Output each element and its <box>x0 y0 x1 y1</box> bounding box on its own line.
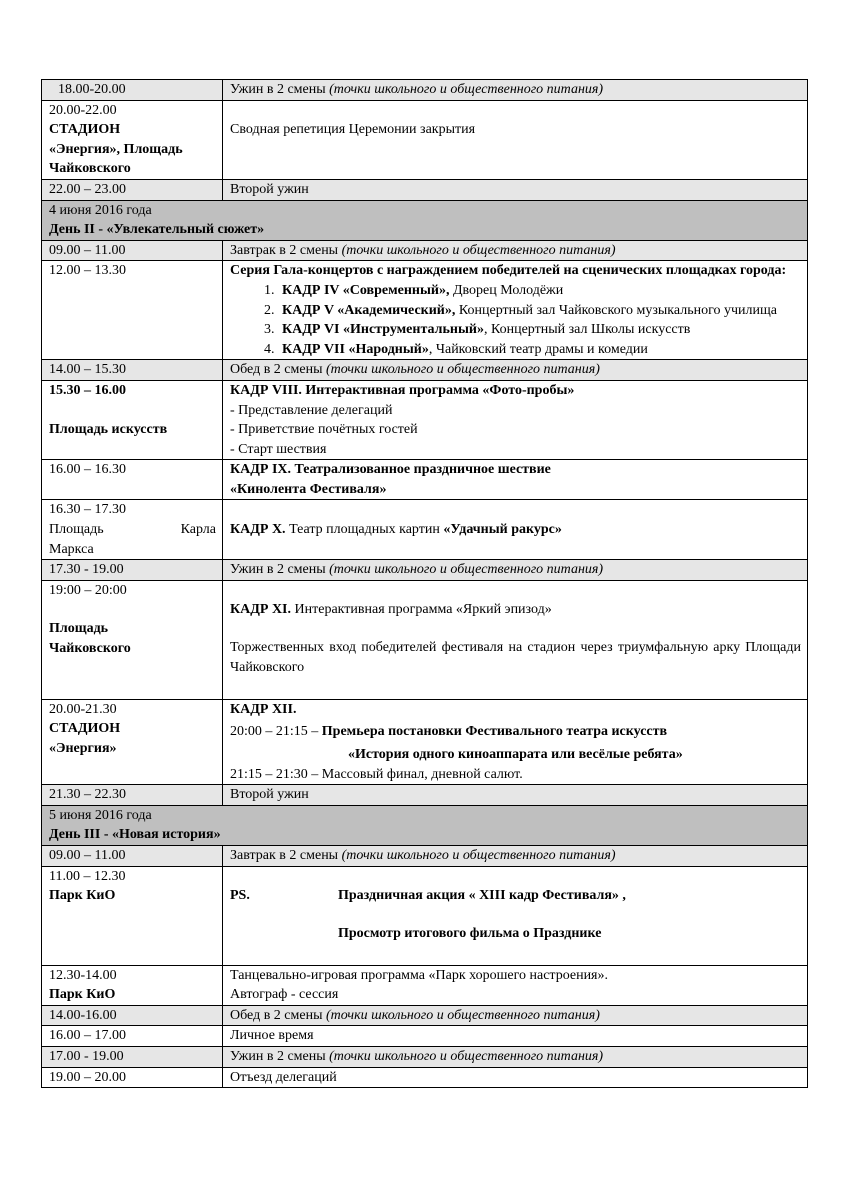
table-row <box>42 80 808 101</box>
day-header: 5 июня 2016 года День III - «Новая история» <box>42 805 808 845</box>
table-row <box>42 100 808 179</box>
event-cell: КАДР IX. Театрализованное праздничное шествие «Кинолента Фестиваля» <box>223 460 808 500</box>
time-cell: 17.00 - 19.00 <box>42 1046 223 1067</box>
event-cell: Обед в 2 смены (точки школьного и общественного питания) <box>223 1005 808 1026</box>
event-cell: Личное время <box>223 1026 808 1047</box>
event-cell: КАДР XII. 20:00 – 21:15 – Премьера постановки Фестивального театра искусств «История одного киноаппарата или весёлые ребята» 21:15 – 21:30 – Массовый финал, дневной салют. <box>223 699 808 784</box>
time-cell: 11.00 – 12.30 Парк КиО <box>42 866 223 965</box>
time-cell: 09.00 – 11.00 <box>42 240 223 261</box>
table-row <box>42 240 808 261</box>
table-row <box>42 500 808 560</box>
time-cell: 16.30 – 17.30 Площадь Карла Маркса <box>42 500 223 560</box>
table-row <box>42 1005 808 1026</box>
time-cell: 19.00 – 20.00 <box>42 1067 223 1088</box>
time-cell: 20.00-22.00 СТАДИОН «Энергия», Площадь Чайковского <box>42 100 223 179</box>
time-cell: 17.30 - 19.00 <box>42 560 223 581</box>
event-cell: Второй ужин <box>223 179 808 200</box>
event-cell: КАДР Х. Театр площадных картин «Удачный ракурс» <box>223 500 808 560</box>
event-cell: Серия Гала-концертов с награждением победителей на сценических площадках города: 1. КАДР IV «Современный», Дворец Молодёжи 2. КАДР V «Академический», Концертный зал Чайковского музыкального училища 3. КАДР VI «Инструментальный», Концертный зал Школы искусств 4. КАДР VII «Народный», Чайковский театр драмы и комедии <box>223 261 808 360</box>
table-row <box>42 261 808 360</box>
time-cell: 14.00-16.00 <box>42 1005 223 1026</box>
event-cell: Танцевально-игровая программа «Парк хорошего настроения». Автограф - сессия <box>223 965 808 1005</box>
time-cell: 12.30-14.00 Парк КиО <box>42 965 223 1005</box>
event-cell: Ужин в 2 смены (точки школьного и общественного питания) <box>223 560 808 581</box>
table-row <box>42 699 808 784</box>
day-header-row <box>42 200 808 240</box>
table-row <box>42 460 808 500</box>
time-cell: 16.00 – 17.00 <box>42 1026 223 1047</box>
event-cell: Завтрак в 2 смены (точки школьного и общественного питания) <box>223 240 808 261</box>
table-row <box>42 380 808 459</box>
day-header-row <box>42 805 808 845</box>
time-cell: 15.30 – 16.00 Площадь искусств <box>42 380 223 459</box>
time-cell: 19:00 – 20:00 Площадь Чайковского <box>42 580 223 699</box>
event-cell: КАДР VIII. Интерактивная программа «Фото-пробы» - Представление делегаций - Приветствие почётных гостей - Старт шествия <box>223 380 808 459</box>
time-cell: 20.00-21.30 СТАДИОН «Энергия» <box>42 699 223 784</box>
time-cell: 14.00 – 15.30 <box>42 360 223 381</box>
table-row <box>42 846 808 867</box>
concert-list <box>230 281 801 359</box>
event-cell: КАДР XI. Интерактивная программа «Яркий эпизод» Торжественных вход победителей фестиваля на стадион через триумфальную арку Площади Чайковского <box>223 580 808 699</box>
table-row <box>42 965 808 1005</box>
time-cell: 22.00 – 23.00 <box>42 179 223 200</box>
event-cell: Отъезд делегаций <box>223 1067 808 1088</box>
event-cell: Второй ужин <box>223 785 808 806</box>
table-row <box>42 560 808 581</box>
table-row <box>42 1046 808 1067</box>
table-row <box>42 1026 808 1047</box>
list-item: 1. КАДР IV «Современный», Дворец Молодёжи <box>278 281 801 301</box>
table-row <box>42 360 808 381</box>
day-header: 4 июня 2016 года День II - «Увлекательный сюжет» <box>42 200 808 240</box>
table-row <box>42 179 808 200</box>
table-row <box>42 580 808 699</box>
event-cell: Ужин в 2 смены (точки школьного и общественного питания) <box>223 1046 808 1067</box>
schedule-table <box>41 79 808 1088</box>
time-cell: 21.30 – 22.30 <box>42 785 223 806</box>
list-item: 3. КАДР VI «Инструментальный», Концертный зал Школы искусств <box>278 320 801 340</box>
time-cell: 09.00 – 11.00 <box>42 846 223 867</box>
time-cell: 18.00-20.00 <box>42 80 223 101</box>
list-item: 4. КАДР VII «Народный», Чайковский театр драмы и комедии <box>278 340 801 360</box>
table-row <box>42 785 808 806</box>
event-cell: Сводная репетиция Церемонии закрытия <box>223 100 808 179</box>
event-cell: Обед в 2 смены (точки школьного и общественного питания) <box>223 360 808 381</box>
table-row <box>42 866 808 965</box>
event-cell: Ужин в 2 смены (точки школьного и общественного питания) <box>223 80 808 101</box>
time-cell: 12.00 – 13.30 <box>42 261 223 360</box>
event-cell: PS. Праздничная акция « XIII кадр Фестиваля» , Просмотр итогового фильма о Празднике <box>223 866 808 965</box>
list-item: 2. КАДР V «Академический», Концертный зал Чайковского музыкального училища <box>278 301 801 321</box>
time-cell: 16.00 – 16.30 <box>42 460 223 500</box>
table-row <box>42 1067 808 1088</box>
event-cell: Завтрак в 2 смены (точки школьного и общественного питания) <box>223 846 808 867</box>
